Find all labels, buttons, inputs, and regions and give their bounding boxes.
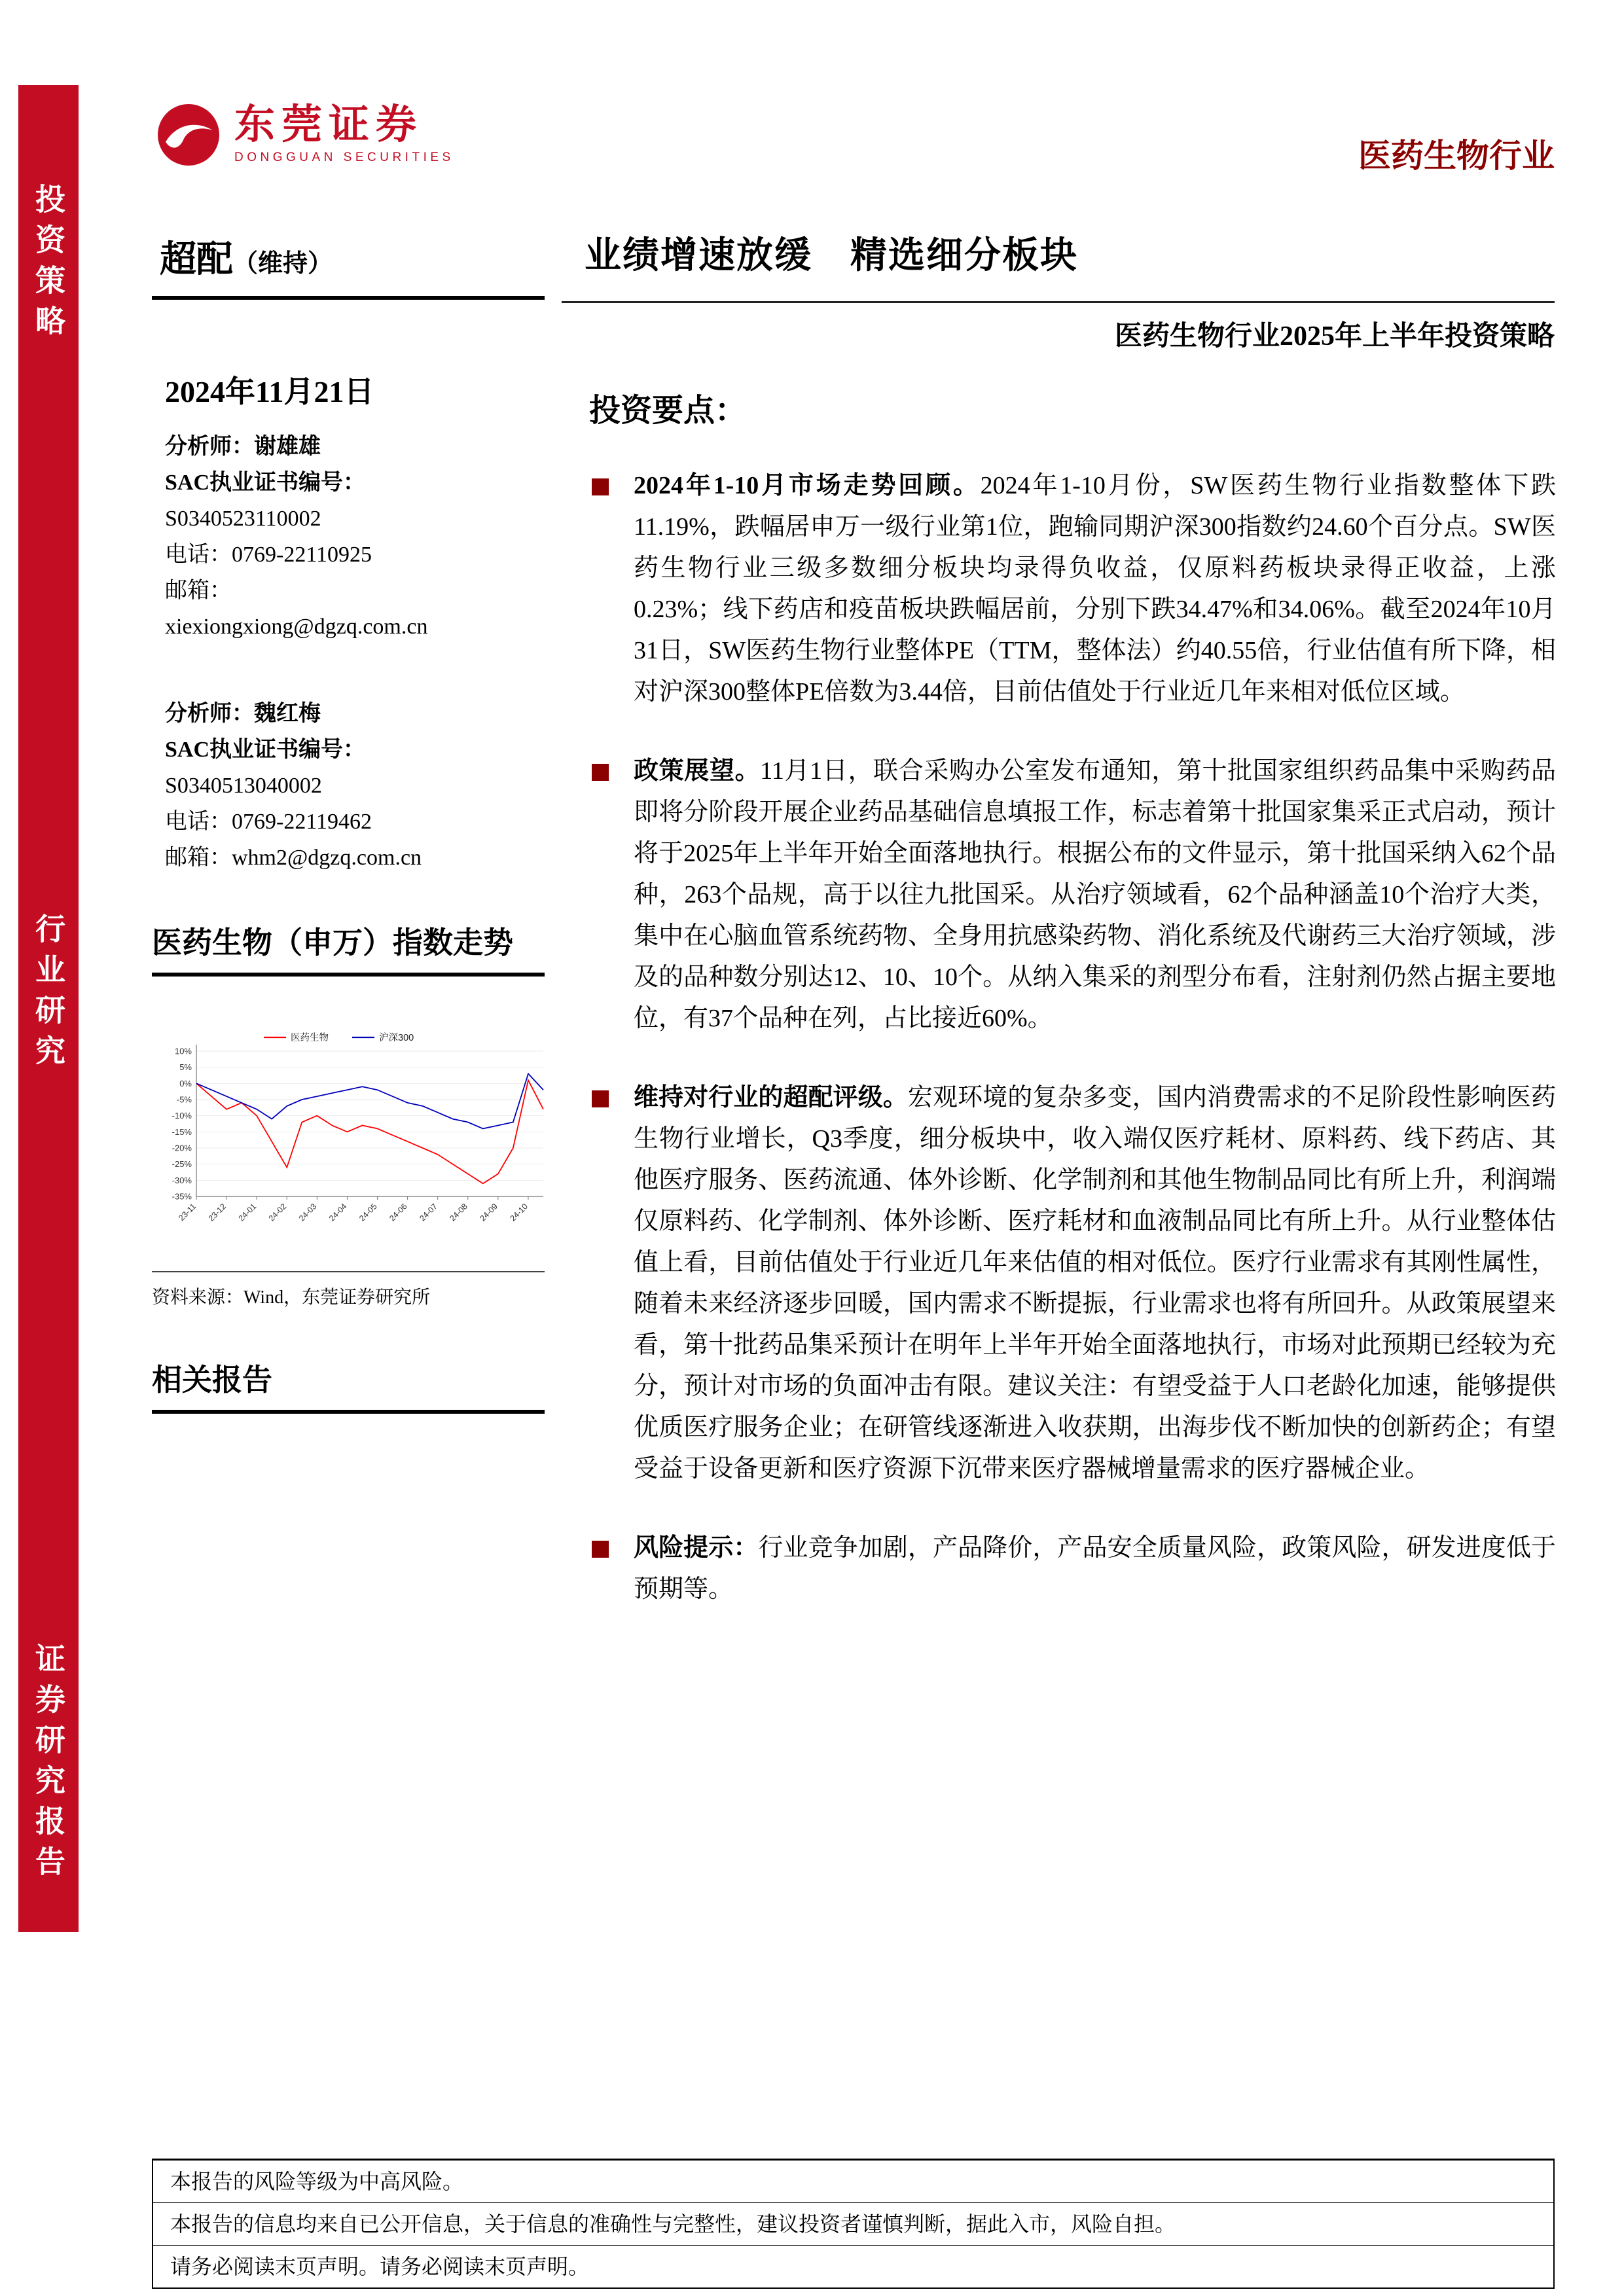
svg-text:24-08: 24-08 <box>448 1202 469 1223</box>
svg-text:23-12: 23-12 <box>206 1202 228 1223</box>
right-column-divider <box>562 301 1555 303</box>
analyst-block <box>165 429 558 645</box>
bullet-text <box>634 751 1556 1039</box>
related-reports-heading: 相关报告 <box>152 1356 545 1414</box>
analyst-line: 分析师：魏红梅 <box>165 702 321 726</box>
bullet-item <box>589 1077 1556 1490</box>
left-column-divider <box>152 296 545 300</box>
side-band <box>18 85 79 1932</box>
report-title: 业绩增速放缓 精选细分板块 <box>585 234 1078 276</box>
bullet-marker <box>592 1090 609 1107</box>
svg-text:-35%: -35% <box>171 1191 192 1202</box>
sideband-label-industry-research: 行业研究 <box>31 913 65 1075</box>
analysts-block <box>165 429 558 927</box>
footer-risk-level: 本报告的风险等级为中高风险。 <box>153 2161 1553 2203</box>
bullet-lead: 政策展望。 <box>634 757 761 785</box>
svg-text:24-01: 24-01 <box>236 1202 259 1223</box>
brand-logo <box>156 102 454 168</box>
brand-logo-icon <box>156 102 221 168</box>
analyst-line: S0340523110002 <box>165 507 321 531</box>
svg-text:-5%: -5% <box>176 1094 192 1105</box>
section-title: 投资要点： <box>589 393 747 428</box>
bullet-marker <box>592 478 609 495</box>
analyst-line: SAC执业证书编号： <box>165 471 366 495</box>
svg-text:24-04: 24-04 <box>327 1202 349 1223</box>
bullet-lead: 维持对行业的超配评级。 <box>634 1084 908 1111</box>
svg-text:医药生物: 医药生物 <box>291 1033 329 1043</box>
brand-name-cn: 东莞证券 <box>234 103 424 147</box>
analyst-line: 分析师：谢雄雄 <box>165 435 321 459</box>
sideband-label-strategy: 投资策略 <box>31 183 65 346</box>
svg-text:24-10: 24-10 <box>508 1202 530 1223</box>
industry-label: 医药生物行业 <box>1358 137 1555 174</box>
analyst-line: xiexiongxiong@dgzq.com.cn <box>165 615 428 639</box>
svg-text:-20%: -20% <box>171 1143 192 1153</box>
rating-note: （维持） <box>233 250 333 278</box>
svg-text:-30%: -30% <box>171 1175 192 1185</box>
bullet-item <box>589 465 1556 713</box>
rating-label: 超配 <box>160 238 233 279</box>
analyst-line: 电话：0769-22119462 <box>165 810 372 834</box>
svg-text:-15%: -15% <box>171 1126 192 1137</box>
rating-block <box>160 230 333 283</box>
brand-name-en: DONGGUAN SECURITIES <box>234 151 454 164</box>
svg-text:24-03: 24-03 <box>297 1202 319 1223</box>
bullet-body: 11月1日，联合采购办公室发布通知，第十批国家组织药品集中采购药品即将分阶段开展企业药品基础信息填报工作，标志着第十批国家集采正式启动，预计将于2025年上半年开始全面落地执行。根据公布的文件显示，第十批国采纳入62个品种，263个品规，高于以往九批国采。从治疗领域看，62个品种涵盖10个治疗大类，集中在心脑血管系统药物、全身用抗感染药物、消化系统及代谢药三大治疗领域，涉及的品种数分别达12、10、10个。从纳入集采的剂型分布看，注射剂仍然占据主要地位，有37个品种在列，占比接近60%。 <box>634 757 1556 1032</box>
svg-text:24-05: 24-05 <box>357 1202 379 1223</box>
bullet-item <box>589 1528 1556 1610</box>
footer-read-statement: 请务必阅读末页声明。请务必阅读末页声明。 <box>170 2255 590 2278</box>
bullet-text <box>634 1528 1556 1610</box>
index-trend-chart <box>156 1028 549 1253</box>
bullet-text <box>634 465 1556 713</box>
analyst-line: 邮箱： <box>165 579 232 603</box>
sideband-label-securities-report: 证券研究报告 <box>31 1643 65 1886</box>
svg-text:23-11: 23-11 <box>177 1202 198 1223</box>
svg-text:24-06: 24-06 <box>388 1202 409 1223</box>
svg-text:-25%: -25% <box>171 1159 192 1170</box>
svg-text:5%: 5% <box>179 1062 192 1073</box>
bullet-body: 行业竞争加剧，产品降价，产品安全质量风险，政策风险，研发进度低于预期等。 <box>634 1534 1556 1603</box>
svg-text:24-09: 24-09 <box>478 1202 499 1223</box>
bullet-body: 2024年1-10月份，SW医药生物行业指数整体下跌11.19%，跌幅居申万一级行业第1位，跑输同期沪深300指数约24.60个百分点。SW医药生物行业三级多数细分板块均录得负收益，仅原料药板块录得正收益，上涨0.23%；线下药店和疫苗板块跌幅居前，分别下跌34.47%和34.06%。截至2024年10月31日，SW医药生物行业整体PE（TTM，整体法）约40.55倍，行业估值有所下降，相对沪深300整体PE倍数为3.44倍，目前估值处于行业近几年来相对低位区域。 <box>634 472 1556 706</box>
svg-text:-10%: -10% <box>171 1111 192 1121</box>
analyst-line: 电话：0769-22110925 <box>165 543 372 567</box>
bullet-marker <box>592 1541 609 1558</box>
svg-text:10%: 10% <box>174 1046 192 1056</box>
bullet-lead: 风险提示： <box>634 1534 759 1562</box>
bullet-text <box>634 1077 1556 1490</box>
report-date: 2024年11月21日 <box>165 375 374 408</box>
svg-text:24-02: 24-02 <box>266 1202 289 1223</box>
investment-points-section <box>589 385 1556 1648</box>
bullet-marker <box>592 764 609 781</box>
analyst-line: S0340513040002 <box>165 774 322 798</box>
brand-logo-text <box>234 105 454 165</box>
svg-text:0%: 0% <box>179 1078 192 1088</box>
svg-text:24-07: 24-07 <box>418 1202 439 1223</box>
bullet-item <box>589 751 1556 1039</box>
bullet-body: 宏观环境的复杂多变，国内消费需求的不足阶段性影响医药生物行业增长，Q3季度，细分板块中，收入端仅医疗耗材、原料药、线下药店、其他医疗服务、医药流通、体外诊断、化学制剂和其他生物制品同比有所上升，利润端仅原料药、化学制剂、体外诊断、医疗耗材和血液制品同比有所上升。从行业整体估值上看，目前估值处于行业近几年来估值的相对低位。医疗行业需求有其刚性属性，随着未来经济逐步回暖，国内需求不断提振，行业需求也将有所回升。从政策展望来看，第十批药品集采预计在明年上半年开始全面落地执行，市场对此预期已经较为充分，预计对市场的负面冲击有限。建议关注：有望受益于人口老龄化加速，能够提供优质医疗服务企业；在研管线逐渐进入收获期，出海步伐不断加快的创新药企；有望受益于设备更新和医疗资源下沉带来医疗器械增量需求的医疗器械企业。 <box>634 1084 1556 1482</box>
report-subtitle: 医药生物行业2025年上半年投资策略 <box>1114 321 1555 351</box>
footer-disclaimer <box>152 2159 1555 2289</box>
chart-source-note: 资料来源：Wind，东莞证券研究所 <box>152 1271 545 1309</box>
footer-info-note: 本报告的信息均来自已公开信息，关于信息的准确性与完整性，建议投资者谨慎判断，据此入市，风险自担。 <box>153 2203 1553 2246</box>
bullet-lead: 2024年1-10月市场走势回顾。 <box>634 472 981 499</box>
analyst-line: 邮箱：whm2@dgzq.com.cn <box>165 846 422 870</box>
svg-text:沪深300: 沪深300 <box>379 1033 414 1043</box>
analyst-block <box>165 696 558 876</box>
analyst-line: SAC执业证书编号： <box>165 738 366 762</box>
chart-section-heading: 医药生物（申万）指数走势 <box>152 922 545 977</box>
